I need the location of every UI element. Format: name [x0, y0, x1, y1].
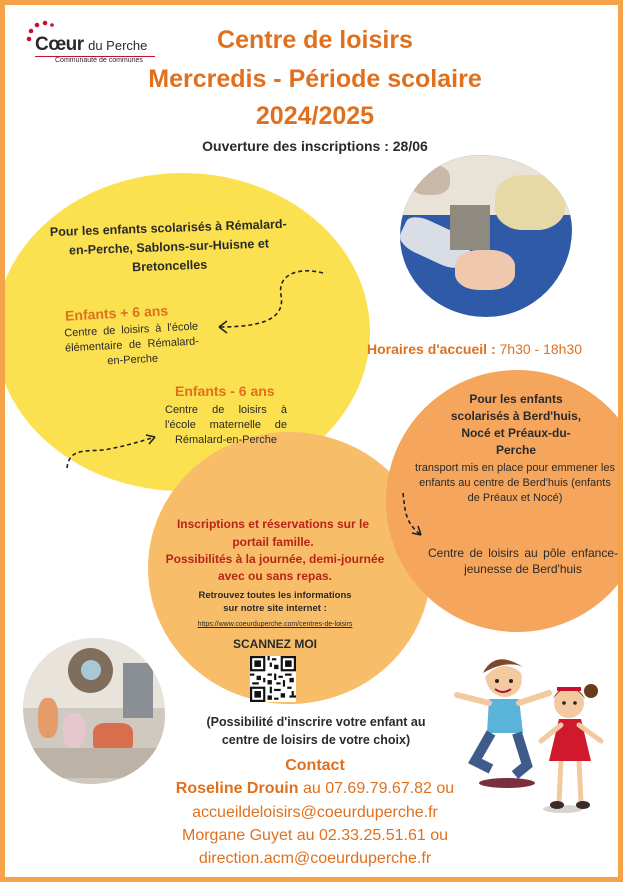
younger-label: Enfants - 6 ans [175, 383, 275, 399]
find-info-text: Retrouvez toutes les informations sur notre site internet : [198, 590, 352, 614]
logo-brand-tail: du Perche [88, 38, 148, 53]
arrow-to-younger [67, 437, 155, 468]
qr-code-icon[interactable] [250, 656, 296, 702]
contact-heading: Contact [285, 757, 345, 774]
arrow-to-older [219, 271, 323, 327]
berdhuis-heading: Pour les enfants scolarisés à Berd'huis, Nocé et Préaux-du-Perche [450, 392, 582, 457]
older-label: Enfants + 6 ans [64, 302, 169, 324]
contact-line-1 [105, 780, 525, 798]
choice-note: (Possibilité d'inscrire votre enfant au centre de loisirs de votre choix) [206, 715, 426, 747]
contact-or-2: ou [430, 827, 448, 844]
yellow-heading: Pour les enfants scolarisés à Rémalard-en-Perche, Sablons-sur-Huisne et Bretoncelles [49, 216, 287, 275]
contact-or-1: ou [436, 780, 455, 797]
contact-phone-1[interactable]: 07.69.79.67.82 [325, 780, 432, 797]
options-text: Possibilités à la journée, demi-journée avec ou sans repas. [165, 552, 385, 583]
website-link[interactable]: https://www.coeurduperche.com/centres-de-loisirs [197, 621, 353, 628]
photo-activity-room [23, 638, 165, 784]
logo-brand-main: Cœur [35, 34, 84, 55]
opening-date: Ouverture des inscriptions : 28/06 [202, 138, 428, 154]
contact-sep-1: au [302, 780, 321, 797]
scan-label: SCANNEZ MOI [233, 637, 317, 651]
contact-name-1: Roseline Drouin [175, 780, 299, 797]
title-line-3: 2024/2025 [255, 102, 375, 130]
hours-value: 7h30 - 18h30 [499, 341, 583, 357]
contact-sep-2: au [296, 827, 315, 844]
contact-email-1[interactable]: accueildeloisirs@coeurduperche.fr [192, 804, 438, 821]
logo-tagline: Communauté de communes [55, 57, 143, 64]
contact-email-2[interactable]: direction.acm@coeurduperche.fr [198, 850, 432, 867]
title-line-1: Centre de loisirs [217, 26, 413, 54]
younger-text: Centre de loisirs à l'école maternelle de Rémalard-en-Perche [165, 404, 287, 446]
contact-phone-2[interactable]: 02.33.25.51.61 [318, 827, 426, 844]
berdhuis-centre: Centre de loisirs au pôle enfance-jeunesse de Berd'huis [428, 546, 618, 576]
older-text: Centre de loisirs à l'école élémentaire de Rémalard-en-Perche [63, 320, 200, 368]
contact-line-2 [105, 827, 525, 845]
opening-hours [367, 341, 582, 357]
title-line-2: Mercredis - Période scolaire [148, 65, 482, 93]
registration-text: Inscriptions et réservations sur le portail famille. [176, 517, 370, 549]
hours-label: Horaires d'accueil : [367, 341, 496, 357]
contact-name-2: Morgane Guyet [182, 827, 293, 844]
transport-text: transport mis en place pour emmener les enfants au centre de Berd'huis (enfants de Préaux et Nocé) [415, 462, 615, 504]
